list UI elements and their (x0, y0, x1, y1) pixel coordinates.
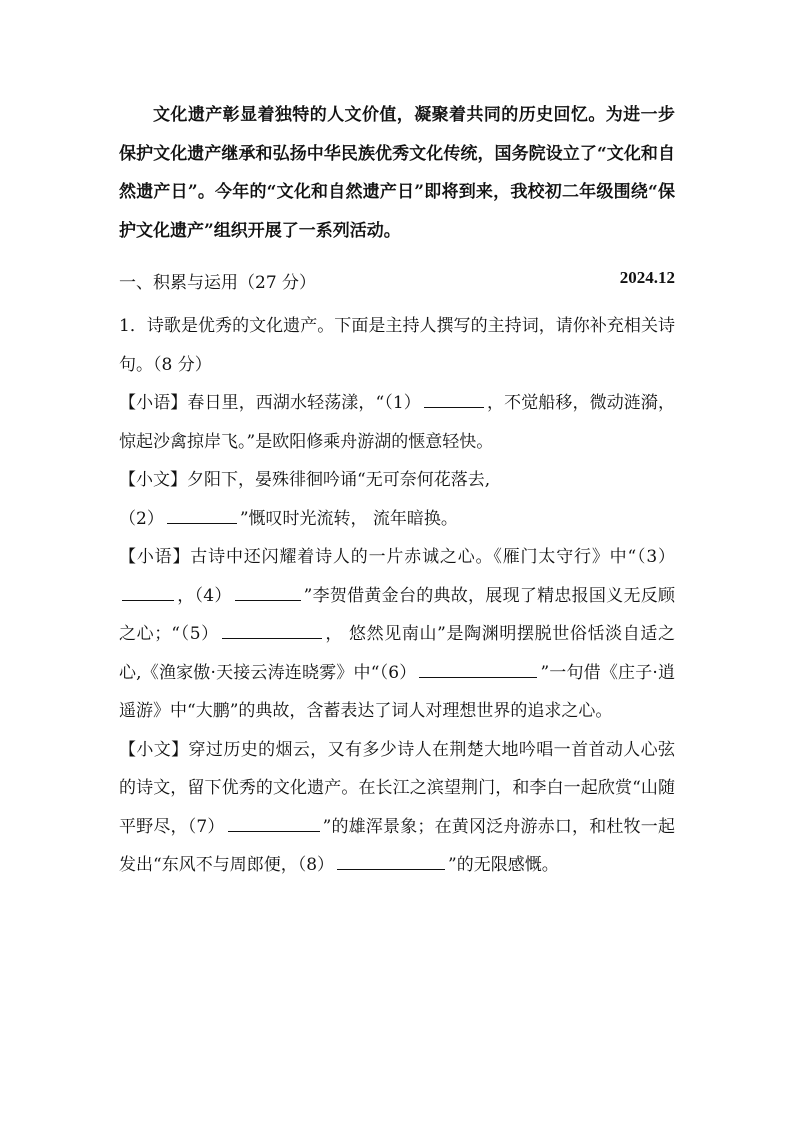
text-segment: ， 悠然见南山”是陶渊明摆脱世俗恬淡自适之心,《渔家傲·天接云涛连晓雾》中“（6） (119, 624, 675, 683)
text-segment: ，（4） (177, 585, 232, 606)
section-title: 一、积累与运用（27 分） (119, 273, 317, 293)
section-header (119, 268, 675, 298)
paragraph-xiaowen-1 (119, 461, 675, 538)
answer-blank-6[interactable] (419, 661, 537, 678)
question-1-stem: 1．诗歌是优秀的文化遗产。下面是主持人撰写的主持词，请你补充相关诗句。（8 分） (119, 316, 675, 375)
text-segment: 【小语】春日里，西湖水轻荡漾，“（1） (119, 393, 421, 413)
text-segment: ”的雄浑景象；在黄冈泛舟游赤口，和杜牧一起发出“东风不与周郎便，（8） (119, 816, 675, 875)
intro-paragraph: 文化遗产彰显着独特的人文价值，凝聚着共同的历史回忆。为进一步保护文化遗产继承和弘扬中华民族优秀文化传统，国务院设立了“文化和自然遗产日”。今年的“文化和自然遗产日”即将到来，我校初二年级围绕“保护文化遗产”组织开展了一系列活动。 (119, 105, 675, 241)
text-segment: ，不觉船移，微动涟漪，惊起沙禽掠岸飞。”是欧阳修乘舟游湖的惬意轻快。 (119, 393, 676, 452)
answer-blank-2[interactable] (167, 507, 237, 524)
section-date: 2024.12 (619, 268, 675, 287)
answer-blank-1[interactable] (424, 391, 484, 408)
answer-blank-8[interactable] (337, 853, 445, 870)
text-segment: ”慨叹时光流转， 流年暗换。 (239, 508, 458, 529)
text-segment: （2） (119, 508, 164, 529)
paragraph-xiaoyu-1 (119, 384, 675, 461)
answer-blank-4[interactable] (235, 584, 301, 601)
text-segment: 【小文】穿过历史的烟云，又有多少诗人在荆楚大地吟唱一首首动人心弦的诗文，留下优秀的文化遗产。在长江之滨望荆门，和李白一起欣赏“山随平野尽，（7） (119, 739, 675, 837)
text-segment: ”李贺借黄金台的典故，展现了精忠报国义无反顾之心；“（5） (119, 585, 675, 644)
text-segment: 【小语】古诗中还闪耀着诗人的一片赤诚之心。《雁门太守行》中“（3） (119, 547, 675, 567)
question-1 (119, 307, 675, 885)
text-segment: ”一句借《庄子·逍遥游》中“大鹏”的典故，含蓄表达了词人对理想世界的追求之心。 (119, 662, 675, 721)
answer-blank-5[interactable] (222, 622, 322, 639)
text-segment: ”的无限感慨。 (448, 855, 559, 875)
answer-blank-3[interactable] (122, 584, 174, 601)
answer-blank-7[interactable] (228, 815, 320, 832)
paragraph-xiaoyu-2 (119, 538, 675, 731)
paragraph-xiaowen-2 (119, 731, 675, 885)
text-segment: 【小文】夕阳下，晏殊徘徊吟诵“无可奈何花落去, (119, 470, 491, 490)
